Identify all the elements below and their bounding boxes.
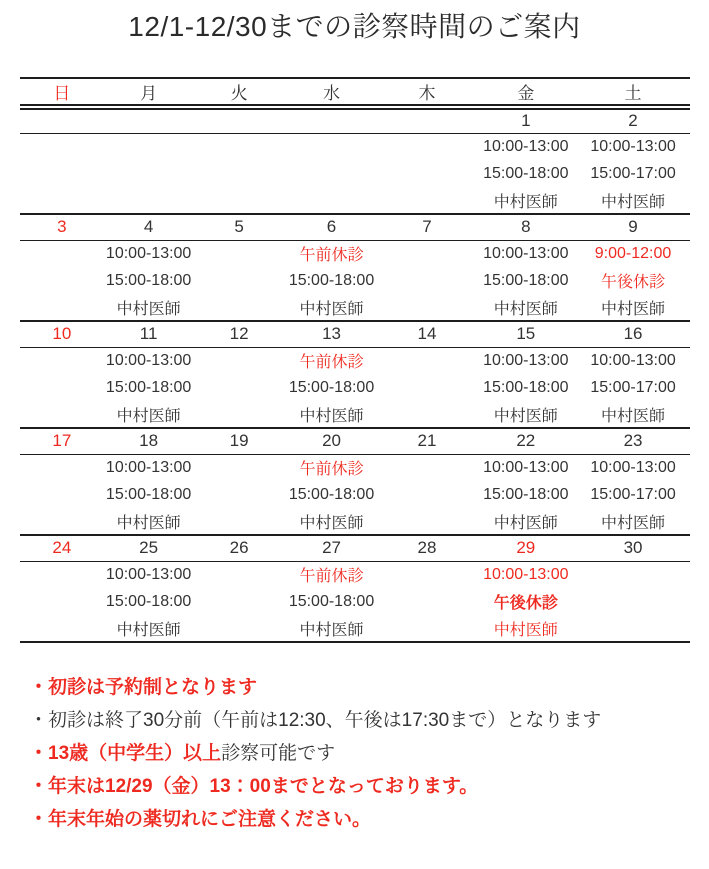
schedule-cell: [378, 347, 475, 374]
schedule-cell: [20, 401, 104, 428]
date-cell: 30: [576, 535, 690, 561]
schedule-cell: [576, 615, 690, 642]
schedule-cell: [20, 508, 104, 535]
date-cell: 24: [20, 535, 104, 561]
date-cell: 15: [476, 321, 577, 347]
schedule-table: [20, 77, 690, 643]
schedule-cell: 15:00-18:00: [483, 271, 569, 289]
date-cell: 14: [378, 321, 475, 347]
calendar-body: [20, 107, 690, 642]
schedule-cell: [378, 508, 475, 535]
schedule-cell: 午前休診: [299, 354, 364, 372]
schedule-cell: [194, 294, 285, 321]
schedule-cell: 午前休診: [299, 461, 364, 479]
date-cell: 4: [104, 214, 194, 240]
schedule-cell: 10:00-13:00: [105, 351, 192, 369]
schedule-cell: 9:00-12:00: [594, 244, 672, 262]
schedule-cell: [378, 481, 475, 508]
weekday-tuesday: 火: [194, 78, 285, 107]
afternoon-slot-row: [20, 267, 690, 294]
weekday-header-row: [20, 78, 690, 107]
schedule-cell: [194, 481, 285, 508]
doctor-row: [20, 401, 690, 428]
schedule-cell: 15:00-18:00: [105, 271, 192, 289]
date-cell: [285, 107, 379, 133]
date-cell: 9: [576, 214, 690, 240]
schedule-cell: 中村医師: [299, 621, 364, 639]
schedule-cell: 午後休診: [601, 274, 666, 291]
date-cell: [194, 107, 285, 133]
note-line: [29, 737, 709, 770]
schedule-cell: [20, 160, 104, 187]
schedule-cell: 15:00-18:00: [288, 485, 375, 503]
schedule-cell: [378, 615, 475, 642]
schedule-cell: [378, 267, 475, 294]
date-cell: 1: [476, 107, 577, 133]
schedule-cell: [576, 588, 690, 615]
schedule-cell: [194, 133, 285, 160]
schedule-cell: 中村医師: [601, 514, 666, 532]
date-row: [20, 107, 690, 133]
schedule-cell: [378, 401, 475, 428]
schedule-cell: [378, 454, 475, 481]
schedule-cell: [378, 187, 475, 214]
schedule-cell: 中村医師: [116, 514, 181, 532]
doctor-row: [20, 187, 690, 214]
weekday-saturday: 土: [576, 78, 690, 107]
schedule-cell: 10:00-13:00: [105, 244, 192, 262]
morning-slot-row: [20, 133, 690, 160]
date-cell: 21: [378, 428, 475, 454]
schedule-cell: [194, 187, 285, 214]
date-cell: 23: [576, 428, 690, 454]
schedule-cell: 午前休診: [299, 568, 364, 586]
date-cell: 5: [194, 214, 285, 240]
schedule-cell: 中村医師: [116, 621, 181, 639]
date-cell: 28: [378, 535, 475, 561]
note-segment: ・初診は予約制となります: [29, 677, 258, 698]
date-row: [20, 535, 690, 561]
schedule-cell: [378, 374, 475, 401]
schedule-cell: 午前休診: [299, 247, 364, 265]
schedule-cell: [194, 347, 285, 374]
schedule-cell: 15:00-18:00: [288, 271, 375, 289]
date-cell: 10: [20, 321, 104, 347]
date-cell: 25: [104, 535, 194, 561]
note-line: [29, 770, 709, 803]
schedule-cell: [20, 240, 104, 267]
afternoon-slot-row: [20, 374, 690, 401]
date-cell: [20, 107, 104, 133]
schedule-cell: 15:00-18:00: [105, 378, 192, 396]
schedule-cell: 10:00-13:00: [105, 565, 192, 583]
date-cell: 3: [20, 214, 104, 240]
schedule-cell: 中村医師: [493, 621, 558, 639]
weekday-wednesday: 水: [285, 78, 379, 107]
schedule-cell: [20, 374, 104, 401]
schedule-cell: [194, 588, 285, 615]
doctor-row: [20, 294, 690, 321]
schedule-cell: [378, 240, 475, 267]
weekday-thursday: 木: [378, 78, 475, 107]
note-segment: ・13歳（中学生）以上: [29, 743, 222, 764]
schedule-cell: [378, 561, 475, 588]
schedule-cell: 15:00-18:00: [105, 485, 192, 503]
page-title: 12/1-12/30までの診察時間のご案内: [128, 11, 581, 42]
date-cell: 27: [285, 535, 379, 561]
schedule-cell: [20, 615, 104, 642]
date-cell: 26: [194, 535, 285, 561]
schedule-cell: 15:00-17:00: [590, 378, 676, 396]
date-cell: 13: [285, 321, 379, 347]
schedule-cell: [194, 401, 285, 428]
morning-slot-row: [20, 561, 690, 588]
schedule-cell: 中村医師: [601, 407, 666, 425]
date-cell: 8: [476, 214, 577, 240]
note-segment: ・初診は終了30分前（午前は12:30、午後は17:30まで）となります: [29, 710, 602, 731]
schedule-cell: 10:00-13:00: [590, 351, 676, 369]
date-cell: 18: [104, 428, 194, 454]
schedule-cell: 10:00-13:00: [483, 565, 569, 583]
schedule-cell: [20, 588, 104, 615]
schedule-cell: [576, 561, 690, 588]
schedule-cell: [194, 454, 285, 481]
note-line: [29, 803, 709, 836]
schedule-cell: [194, 374, 285, 401]
schedule-cell: [194, 160, 285, 187]
date-cell: 6: [285, 214, 379, 240]
schedule-cell: [20, 454, 104, 481]
schedule-cell: [194, 267, 285, 294]
note-line: [29, 671, 709, 704]
schedule-cell: [104, 133, 194, 160]
date-cell: 29: [476, 535, 577, 561]
schedule-cell: 10:00-13:00: [105, 458, 192, 476]
schedule-cell: [20, 294, 104, 321]
note-line: [29, 704, 709, 737]
schedule-cell: [378, 294, 475, 321]
schedule-cell: 15:00-18:00: [288, 592, 375, 610]
schedule-cell: 10:00-13:00: [483, 458, 569, 476]
date-cell: 7: [378, 214, 475, 240]
schedule-cell: [194, 615, 285, 642]
schedule-cell: 午後休診: [493, 595, 558, 612]
note-segment: 診察可能です: [221, 743, 336, 764]
schedule-cell: [104, 187, 194, 214]
date-cell: 16: [576, 321, 690, 347]
schedule-cell: [378, 160, 475, 187]
notes-section: [29, 671, 709, 836]
afternoon-slot-row: [20, 481, 690, 508]
schedule-cell: [20, 133, 104, 160]
morning-slot-row: [20, 347, 690, 374]
schedule-cell: 15:00-17:00: [590, 485, 676, 503]
doctor-row: [20, 615, 690, 642]
schedule-cell: [20, 481, 104, 508]
schedule-cell: [20, 561, 104, 588]
schedule-cell: 中村医師: [493, 193, 558, 211]
date-row: [20, 428, 690, 454]
note-segment: ・年末年始の薬切れにご注意ください。: [29, 809, 372, 830]
doctor-row: [20, 508, 690, 535]
schedule-cell: 15:00-18:00: [288, 378, 375, 396]
schedule-cell: 10:00-13:00: [590, 137, 676, 155]
date-cell: 12: [194, 321, 285, 347]
date-cell: [104, 107, 194, 133]
date-cell: 19: [194, 428, 285, 454]
schedule-cell: [378, 133, 475, 160]
schedule-cell: 15:00-18:00: [483, 485, 569, 503]
schedule-cell: 中村医師: [601, 300, 666, 318]
schedule-cell: [104, 160, 194, 187]
schedule-cell: 中村医師: [299, 514, 364, 532]
schedule-cell: 10:00-13:00: [483, 351, 569, 369]
afternoon-slot-row: [20, 588, 690, 615]
date-cell: 22: [476, 428, 577, 454]
schedule-cell: 中村医師: [299, 300, 364, 318]
weekday-monday: 月: [104, 78, 194, 107]
schedule-cell: 15:00-18:00: [105, 592, 192, 610]
schedule-cell: 15:00-18:00: [483, 378, 569, 396]
note-segment: ・年末は12/29（金）13：00までとなっております。: [29, 776, 479, 797]
date-row: [20, 214, 690, 240]
schedule-cell: 10:00-13:00: [590, 458, 676, 476]
schedule-cell: 中村医師: [601, 193, 666, 211]
schedule-cell: [194, 240, 285, 267]
schedule-cell: 中村医師: [116, 300, 181, 318]
schedule-cell: [20, 347, 104, 374]
schedule-cell: [285, 133, 379, 160]
schedule-cell: 中村医師: [493, 514, 558, 532]
schedule-cell: [285, 187, 379, 214]
schedule-cell: [194, 508, 285, 535]
schedule-cell: [378, 588, 475, 615]
schedule-cell: [285, 160, 379, 187]
date-cell: 17: [20, 428, 104, 454]
schedule-cell: 15:00-17:00: [590, 164, 676, 182]
morning-slot-row: [20, 454, 690, 481]
afternoon-slot-row: [20, 160, 690, 187]
weekday-sunday: 日: [20, 78, 104, 107]
schedule-cell: 10:00-13:00: [483, 244, 569, 262]
schedule-cell: 10:00-13:00: [483, 137, 569, 155]
schedule-cell: 中村医師: [299, 407, 364, 425]
date-cell: 20: [285, 428, 379, 454]
schedule-cell: [194, 561, 285, 588]
schedule-cell: 中村医師: [116, 407, 181, 425]
schedule-cell: 15:00-18:00: [483, 164, 569, 182]
schedule-cell: 中村医師: [493, 407, 558, 425]
date-cell: [378, 107, 475, 133]
weekday-friday: 金: [476, 78, 577, 107]
schedule-cell: [20, 187, 104, 214]
date-cell: 11: [104, 321, 194, 347]
schedule-cell: 中村医師: [493, 300, 558, 318]
schedule-cell: [20, 267, 104, 294]
morning-slot-row: [20, 240, 690, 267]
date-cell: 2: [576, 107, 690, 133]
date-row: [20, 321, 690, 347]
